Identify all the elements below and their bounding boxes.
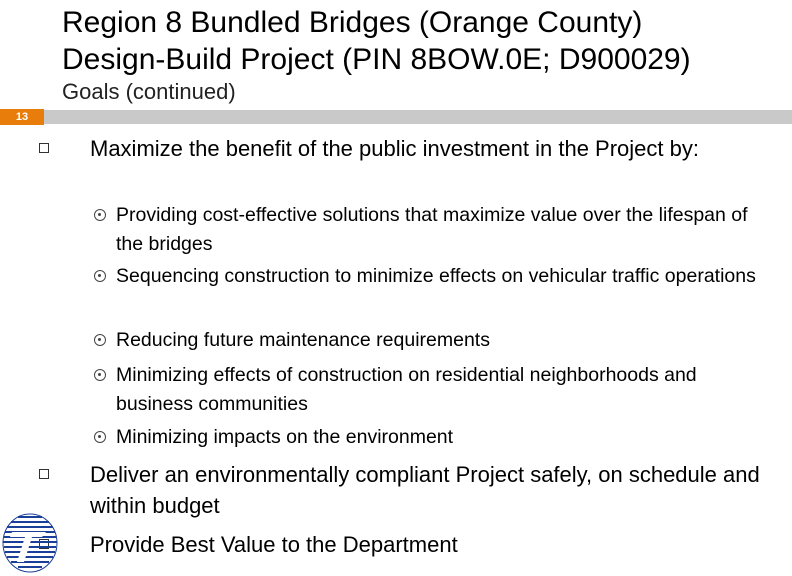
hollow-square-icon [39,469,49,479]
circled-dot-icon [94,270,106,282]
bullet-item-2: Deliver an environmentally compliant Project safely, on schedule and within budget [90,462,760,518]
header-divider-bar [0,110,792,124]
circled-dot-icon [94,209,106,221]
circled-dot-icon [94,334,106,346]
slide-subtitle: Goals (continued) [62,79,236,104]
hollow-square-icon [39,143,49,153]
circled-dot-icon [94,369,106,381]
sub-bullet-item-3: Reducing future maintenance requirements [116,329,490,351]
bullet-item-1: Maximize the benefit of the public investment in the Project by: [90,136,699,161]
bullet-item-3: Provide Best Value to the Department [90,532,458,557]
slide-title [62,4,691,78]
nysdot-logo [2,512,60,574]
sub-bullet-item-1: Providing cost-effective solutions that maximize value over the lifespan of the bridges [116,204,748,255]
slide-number: 13 [0,109,44,125]
circled-dot-icon [94,431,106,443]
sub-bullet-item-4: Minimizing effects of construction on residential neighborhoods and business communities [116,364,697,415]
sub-bullet-item-2: Sequencing construction to minimize effects on vehicular traffic operations [116,265,756,287]
sub-bullet-item-5: Minimizing impacts on the environment [116,426,454,448]
slide-title-line-1: Region 8 Bundled Bridges (Orange County) [62,6,643,39]
slide-title-line-2: Design-Build Project (PIN 8BOW.0E; D900029) [62,43,691,76]
